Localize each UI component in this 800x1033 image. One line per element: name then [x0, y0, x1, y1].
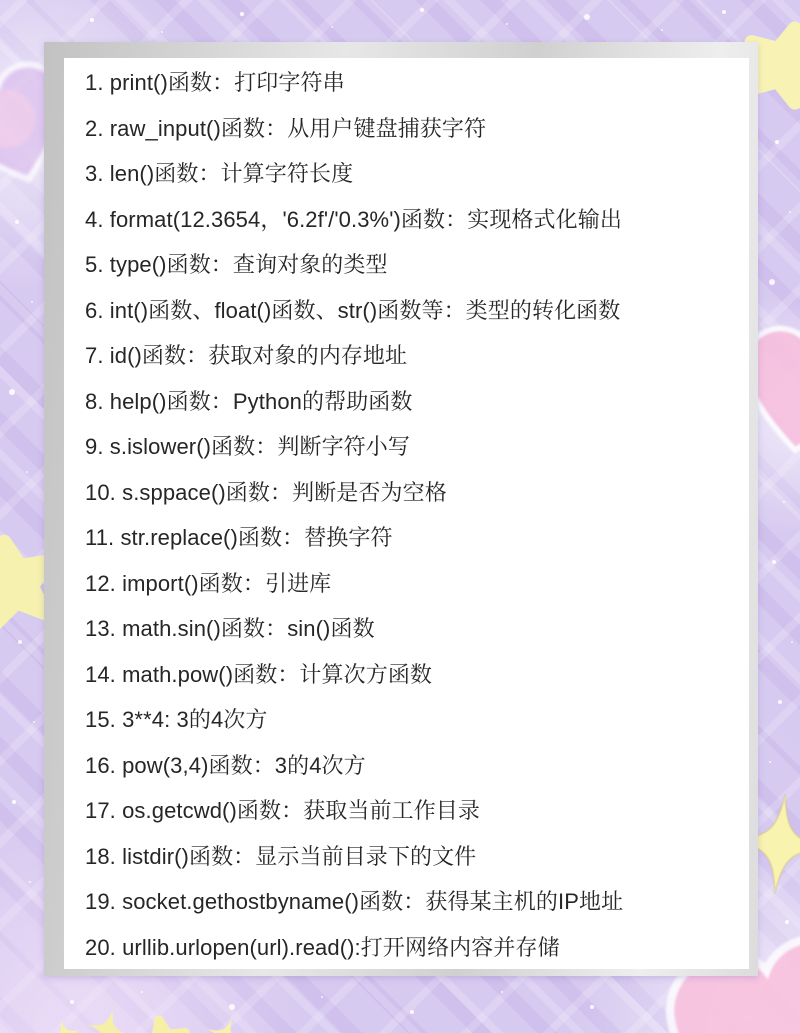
- list-item: 20. urllib.urlopen(url).read():打开网络内容并存储: [85, 934, 560, 960]
- list-item: 5. type()函数：查询对象的类型: [85, 252, 388, 278]
- list-item: 1. print()函数：打印字符串: [85, 70, 345, 96]
- list-item: 7. id()函数：获取对象的内存地址: [85, 343, 408, 369]
- notes-card: [64, 58, 749, 969]
- sparkle-icon: [81, 1003, 134, 1033]
- sparkle-icon: [131, 1010, 196, 1033]
- list-item: 2. raw_input()函数：从用户键盘捕获字符: [85, 115, 487, 141]
- list-item: 4. format(12.3654，'6.2f'/'0.3%')函数：实现格式化输出: [85, 206, 622, 232]
- list-item: 10. s.sppace()函数：判断是否为空格: [85, 479, 447, 505]
- list-item: 13. math.sin()函数：sin()函数: [85, 616, 375, 642]
- python-function-list: [64, 58, 749, 969]
- list-item: 14. math.pow()函数：计算次方函数: [85, 661, 433, 687]
- list-item: 12. import()函数：引进库: [85, 570, 332, 596]
- list-item: 19. socket.gethostbyname()函数：获得某主机的IP地址: [85, 889, 624, 915]
- list-item: 16. pow(3,4)函数：3的4次方: [85, 752, 366, 778]
- list-item: 8. help()函数：Python的帮助函数: [85, 388, 413, 414]
- sparkle-icon: [44, 1014, 87, 1033]
- sparkle-dots-icon: [0, 0, 4, 4]
- list-item: 3. len()函数：计算字符长度: [85, 161, 354, 187]
- list-item: 18. listdir()函数：显示当前目录下的文件: [85, 843, 477, 869]
- sparkle-icon: [199, 1010, 251, 1033]
- list-item: 9. s.islower()函数：判断字符小写: [85, 434, 410, 460]
- list-item: 6. int()函数、float()函数、str()函数等：类型的转化函数: [85, 297, 621, 323]
- list-item: 11. str.replace()函数：替换字符: [85, 525, 393, 551]
- list-item: 17. os.getcwd()函数：获取当前工作目录: [85, 798, 481, 824]
- list-item: 15. 3**4: 3的4次方: [85, 707, 268, 733]
- card-frame: [44, 42, 758, 976]
